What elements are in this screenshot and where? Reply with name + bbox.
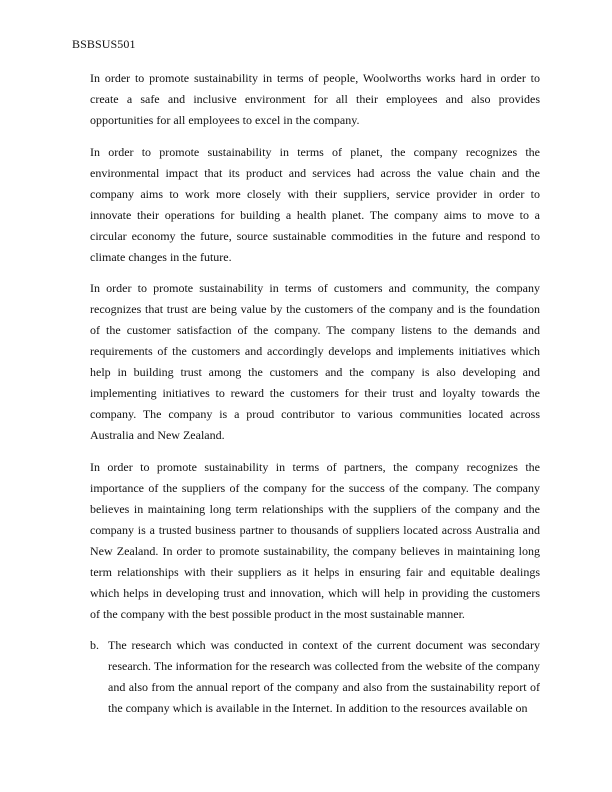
list-item-text: The research which was conducted in context of the current document was secondary research. The information for the research was collected from the website of the company and also from the annual report of the company and also from the sustainability report of the company which is available in the Internet. In addition to the resources available on <box>108 638 540 715</box>
document-body <box>90 68 540 719</box>
paragraph-customers-community: In order to promote sustainability in terms of customers and community, the company recognizes that trust are being value by the customers of the company and is the foundation of the customer satisfaction of the company. The company listens to the demands and requirements of the customers and accordingly develops and implements initiatives which help in building trust among the customers and the company is also developing and implementing initiatives to reward the customers for their trust and loyalty towards the company. The company is a proud contributor to various communities located across Australia and New Zealand. <box>90 281 540 442</box>
list-marker: b. <box>90 638 99 652</box>
page-header: BSBSUS501 <box>72 37 136 51</box>
paragraph-planet: In order to promote sustainability in terms of planet, the company recognizes the environmental impact that its product and services had across the value chain and the company aims to work more closely with their suppliers, service provider in order to innovate their operations for building a health planet. The company aims to move to a circular economy the future, source sustainable commodities in the future and respond to climate changes in the future. <box>90 144 540 264</box>
list-item-research <box>90 635 540 719</box>
paragraph-partners: In order to promote sustainability in terms of partners, the company recognizes the importance of the suppliers of the company for the success of the company. The company believes in maintaining long term relationships with the suppliers of the company and the company is a trusted business partner to thousands of suppliers located across Australia and New Zealand. In order to promote sustainability, the company believes in maintaining long term relationships with their suppliers as it helps in ensuring fair and equitable dealings which helps in developing trust and innovation, which will help in providing the customers of the company with the best possible product in the most sustainable manner. <box>90 459 540 621</box>
paragraph-people: In order to promote sustainability in terms of people, Woolworths works hard in order to create a safe and inclusive environment for all their employees and also provides opportunities for all employees to excel in the company. <box>90 71 540 127</box>
